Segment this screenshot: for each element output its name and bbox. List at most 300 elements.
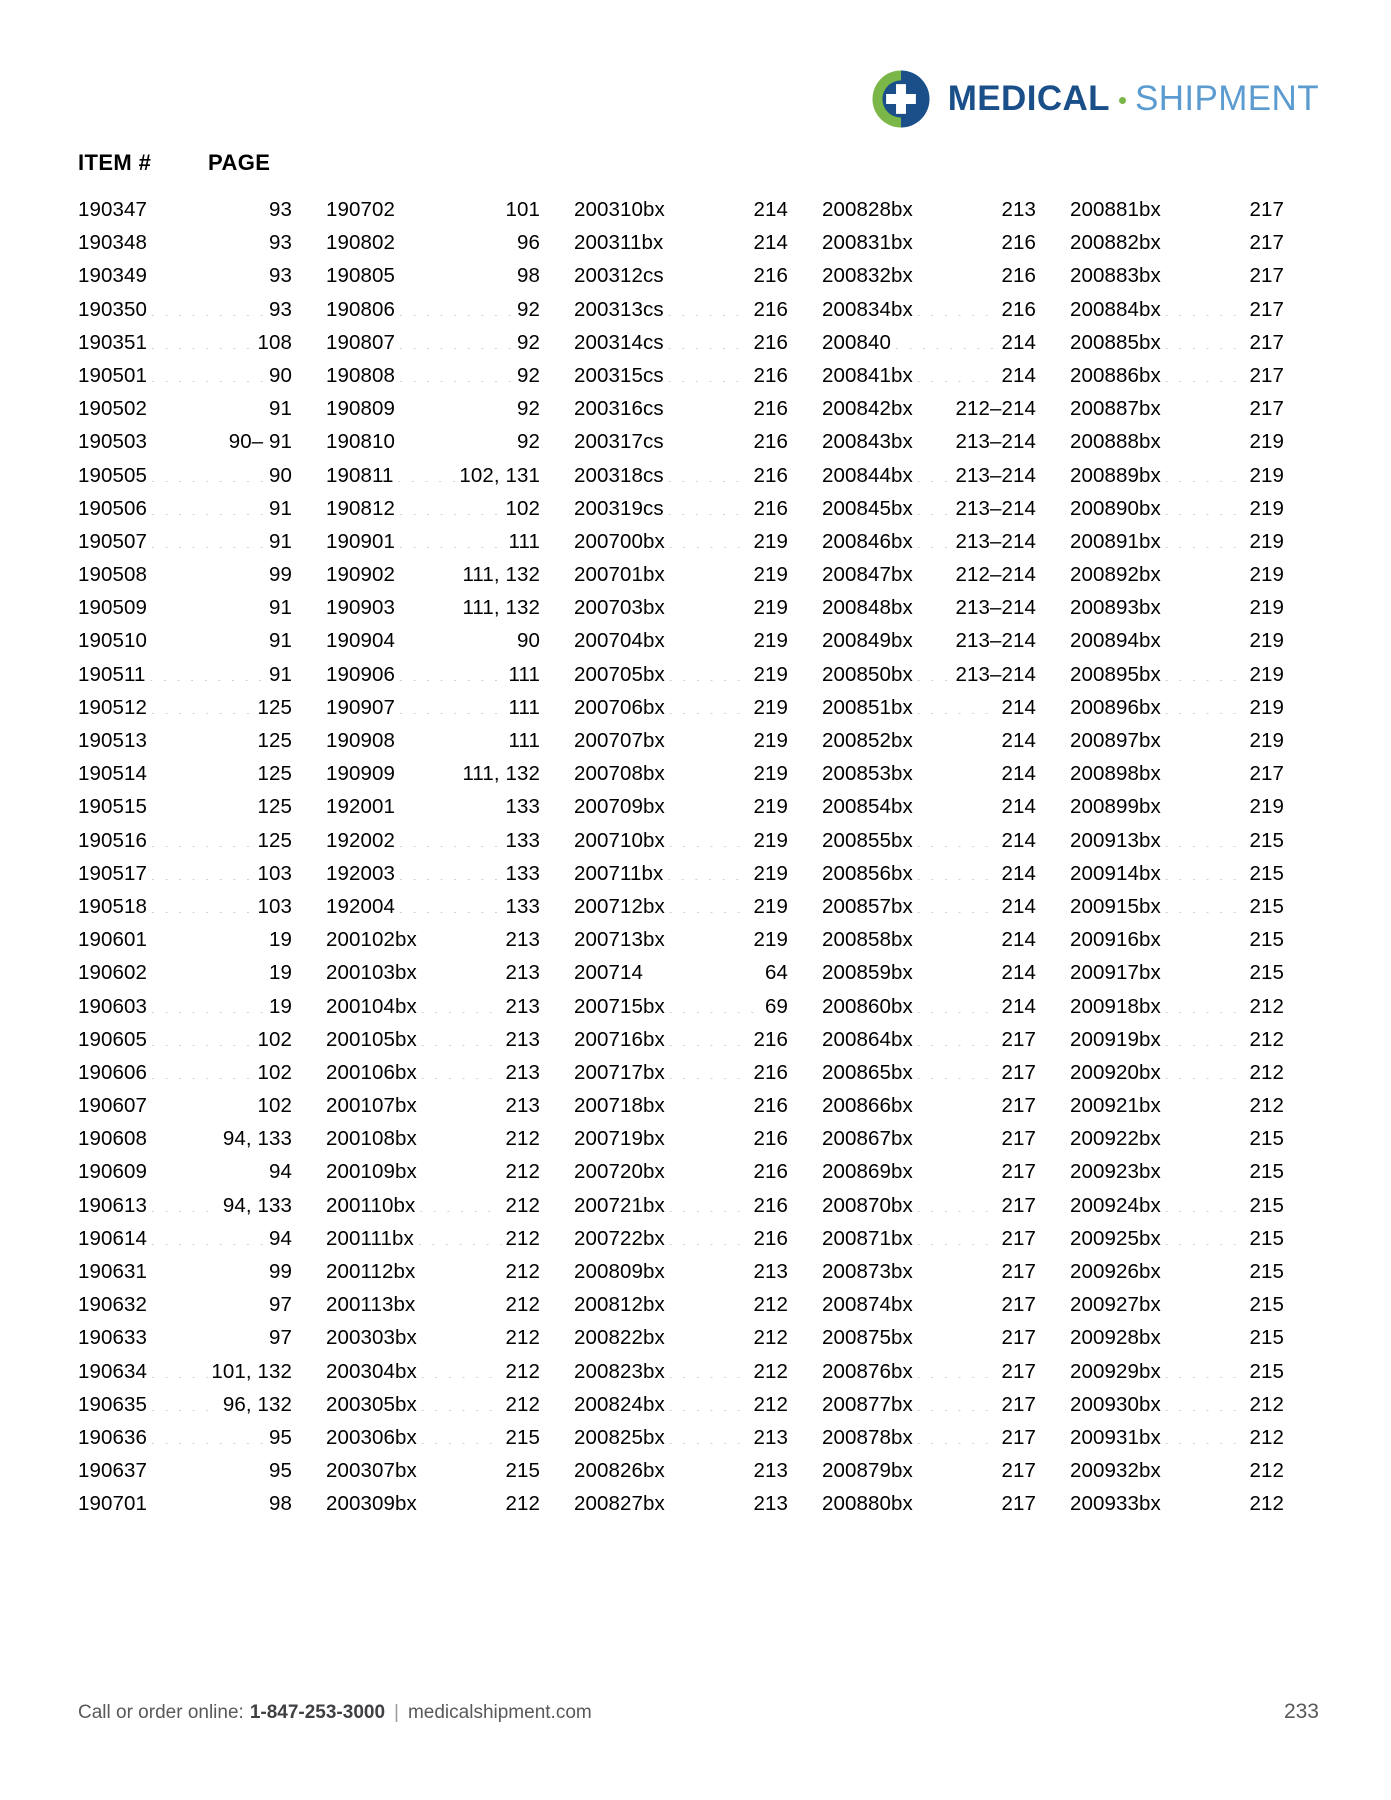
dot-leader [150, 859, 254, 880]
index-entry-row[interactable] [574, 1487, 822, 1520]
index-entry-row[interactable] [78, 326, 326, 359]
index-item-number: 200831bx [822, 231, 913, 255]
index-entry-row[interactable] [574, 591, 822, 624]
dot-leader [1164, 826, 1247, 847]
index-entry-row[interactable] [822, 1421, 1070, 1454]
index-entry-row[interactable] [326, 392, 574, 425]
index-entry-row[interactable] [78, 1222, 326, 1255]
index-entry-row[interactable] [822, 990, 1070, 1023]
index-entry-row[interactable] [822, 923, 1070, 956]
index-entry-row[interactable] [1070, 425, 1318, 458]
index-entry-row[interactable] [78, 1023, 326, 1056]
index-page-number: 214 [1001, 695, 1036, 719]
index-entry-row[interactable] [78, 558, 326, 591]
index-entry-row[interactable] [326, 1122, 574, 1155]
index-entry-row[interactable] [326, 1089, 574, 1122]
index-entry-row[interactable] [822, 1023, 1070, 1056]
index-entry-row[interactable] [574, 492, 822, 525]
index-page-number: 91 [268, 496, 292, 520]
index-entry-row[interactable] [326, 492, 574, 525]
index-entry-row[interactable] [1070, 956, 1318, 989]
index-entry-row[interactable] [78, 790, 326, 823]
index-entry-row[interactable] [326, 724, 574, 757]
index-entry-row[interactable] [78, 691, 326, 724]
index-page-number: 217 [1001, 1492, 1036, 1516]
index-entry-row[interactable] [822, 1388, 1070, 1421]
index-item-number: 200714 [574, 961, 644, 985]
dot-leader [150, 494, 266, 515]
index-page-number: 216 [753, 1226, 788, 1250]
index-entry-row[interactable] [1070, 1089, 1318, 1122]
index-page-number: 215 [1249, 1260, 1284, 1283]
dot-leader [916, 561, 953, 582]
index-entry-row[interactable] [1070, 1255, 1318, 1288]
index-entry-row[interactable] [78, 359, 326, 392]
index-entry-row[interactable] [574, 392, 822, 425]
index-item-number: 200112bx [326, 1260, 416, 1283]
dot-leader [1164, 1058, 1247, 1079]
index-entry-row[interactable] [1070, 724, 1318, 757]
dot-leader [667, 494, 751, 515]
index-item-number: 200875bx [822, 1326, 913, 1350]
index-entry-row[interactable] [574, 990, 822, 1023]
index-entry-row[interactable] [326, 359, 574, 392]
index-entry-row[interactable] [326, 1321, 574, 1354]
index-entry-row[interactable] [78, 492, 326, 525]
index-entry-row[interactable] [78, 1487, 326, 1520]
index-entry-row[interactable] [326, 226, 574, 259]
index-item-number: 200855bx [822, 828, 913, 852]
index-entry-row[interactable] [574, 359, 822, 392]
index-entry-row[interactable] [1070, 459, 1318, 492]
index-entry-row[interactable] [78, 658, 326, 691]
index-entry-row[interactable] [574, 1155, 822, 1188]
index-item-number: 200933bx [1070, 1492, 1161, 1516]
index-page-number: 96 [516, 231, 540, 255]
index-entry-row[interactable] [822, 757, 1070, 790]
index-entry-row[interactable] [1070, 691, 1318, 724]
index-entry-row[interactable] [822, 259, 1070, 292]
index-entry-row[interactable] [822, 1288, 1070, 1321]
index-page-number: 215 [1249, 1127, 1284, 1151]
index-entry-row[interactable] [326, 1454, 574, 1487]
index-entry-row[interactable] [1070, 1321, 1318, 1354]
index-item-number: 200312cs [574, 264, 664, 288]
index-entry-row[interactable] [78, 1454, 326, 1487]
index-entry-row[interactable] [822, 691, 1070, 724]
index-entry-row[interactable] [1070, 890, 1318, 923]
index-entry-row[interactable] [822, 193, 1070, 226]
index-item-number: 200889bx [1070, 463, 1161, 487]
index-entry-row[interactable] [822, 1321, 1070, 1354]
index-entry-row[interactable] [1070, 293, 1318, 326]
dot-leader [1164, 1258, 1247, 1279]
index-entry-row[interactable] [574, 1454, 822, 1487]
index-entry-row[interactable] [78, 459, 326, 492]
index-entry-row[interactable] [574, 658, 822, 691]
index-entry-row[interactable] [1070, 1155, 1318, 1188]
index-entry-row[interactable] [1070, 226, 1318, 259]
index-entry-row[interactable] [78, 293, 326, 326]
index-item-number: 190511 [78, 662, 146, 686]
dot-leader [420, 926, 503, 947]
index-page-number: 217 [1249, 264, 1284, 288]
index-entry-row[interactable] [78, 226, 326, 259]
index-entry-row[interactable] [78, 1122, 326, 1155]
index-entry-row[interactable] [326, 1355, 574, 1388]
index-entry-row[interactable] [574, 459, 822, 492]
index-entry-row[interactable] [822, 359, 1070, 392]
index-entry-row[interactable] [78, 757, 326, 790]
index-entry-row[interactable] [574, 890, 822, 923]
index-entry-row[interactable] [326, 193, 574, 226]
index-entry-row[interactable] [822, 956, 1070, 989]
index-entry-row[interactable] [574, 226, 822, 259]
index-entry-row[interactable] [822, 1122, 1070, 1155]
index-item-number: 200882bx [1070, 231, 1161, 255]
index-entry-row[interactable] [822, 293, 1070, 326]
index-page-number: 214 [753, 231, 788, 255]
dot-leader [916, 1423, 999, 1444]
index-item-number: 200113bx [326, 1293, 416, 1317]
index-page-number: 214 [1001, 961, 1036, 985]
index-entry-row[interactable] [78, 1189, 326, 1222]
index-entry-row[interactable] [1070, 857, 1318, 890]
index-entry-row[interactable] [822, 591, 1070, 624]
index-entry-row[interactable] [78, 824, 326, 857]
index-entry-row[interactable] [1070, 492, 1318, 525]
index-entry-row[interactable] [78, 525, 326, 558]
index-page-number: 217 [1001, 1425, 1036, 1449]
index-page-number: 219 [753, 529, 788, 553]
index-entry-row[interactable] [326, 1255, 574, 1288]
index-entry-row[interactable] [78, 1421, 326, 1454]
index-entry-row[interactable] [326, 824, 574, 857]
index-item-number: 190514 [78, 762, 148, 786]
index-entry-row[interactable] [326, 1388, 574, 1421]
index-page-number: 92 [516, 297, 540, 321]
index-entry-row[interactable] [574, 326, 822, 359]
index-entry-row[interactable] [822, 1222, 1070, 1255]
dot-leader [150, 727, 254, 748]
index-item-number: 200708bx [574, 762, 665, 786]
index-entry-row[interactable] [78, 193, 326, 226]
index-item-number: 200713bx [574, 928, 665, 952]
index-entry-row[interactable] [78, 1355, 326, 1388]
index-entry-row[interactable] [1070, 658, 1318, 691]
index-entry-row[interactable] [326, 1288, 574, 1321]
index-entry-row[interactable] [1070, 790, 1318, 823]
index-entry-row[interactable] [78, 923, 326, 956]
index-entry-row[interactable] [574, 293, 822, 326]
index-page-number: 219 [1249, 729, 1284, 752]
index-entry-row[interactable] [574, 558, 822, 591]
index-entry-row[interactable] [574, 1288, 822, 1321]
index-entry-row[interactable] [1070, 525, 1318, 558]
index-entry-row[interactable] [822, 724, 1070, 757]
dot-leader [916, 395, 953, 416]
index-entry-row[interactable] [574, 525, 822, 558]
index-page-number: 93 [268, 264, 292, 288]
index-entry-row[interactable] [78, 259, 326, 292]
index-item-number: 190502 [78, 397, 148, 421]
index-entry-row[interactable] [822, 425, 1070, 458]
index-entry-row[interactable] [574, 1321, 822, 1354]
index-page-number: 212 [1249, 994, 1284, 1018]
dot-leader [667, 328, 751, 349]
index-entry-row[interactable] [1070, 1023, 1318, 1056]
index-entry-row[interactable] [822, 459, 1070, 492]
index-entry-row[interactable] [78, 1388, 326, 1421]
index-entry-row[interactable] [822, 824, 1070, 857]
index-entry-row[interactable] [326, 591, 574, 624]
dot-leader [150, 1490, 266, 1511]
index-entry-row[interactable] [1070, 824, 1318, 857]
index-entry-row[interactable] [574, 956, 822, 989]
index-entry-row[interactable] [326, 459, 574, 492]
index-entry-row[interactable] [78, 1321, 326, 1354]
index-page-number: 102 [257, 1060, 292, 1084]
dot-leader [398, 328, 514, 349]
index-entry-row[interactable] [326, 1155, 574, 1188]
index-entry-row[interactable] [326, 857, 574, 890]
index-entry-row[interactable] [1070, 923, 1318, 956]
index-entry-row[interactable] [822, 226, 1070, 259]
index-entry-row[interactable] [574, 193, 822, 226]
index-entry-row[interactable] [326, 558, 574, 591]
header-page: PAGE [208, 150, 271, 175]
index-item-number: 190907 [326, 695, 396, 719]
index-entry-row[interactable] [326, 658, 574, 691]
index-page-number: 219 [1249, 430, 1284, 454]
index-entry-row[interactable] [326, 990, 574, 1023]
index-entry-row[interactable] [822, 492, 1070, 525]
index-entry-row[interactable] [1070, 1222, 1318, 1255]
index-page-number: 102 [505, 496, 540, 520]
index-page-number: 219 [753, 795, 788, 819]
index-entry-row[interactable] [326, 790, 574, 823]
index-entry-row[interactable] [574, 1023, 822, 1056]
dot-leader [916, 1357, 999, 1378]
index-entry-row[interactable] [822, 790, 1070, 823]
index-entry-row[interactable] [574, 1056, 822, 1089]
index-entry-row[interactable] [822, 392, 1070, 425]
index-entry-row[interactable] [78, 1089, 326, 1122]
index-entry-row[interactable] [326, 425, 574, 458]
index-entry-row[interactable] [574, 923, 822, 956]
index-entry-row[interactable] [1070, 359, 1318, 392]
index-entry-row[interactable] [574, 1222, 822, 1255]
index-entry-row[interactable] [574, 724, 822, 757]
index-entry-row[interactable] [326, 1487, 574, 1520]
index-entry-row[interactable] [822, 658, 1070, 691]
index-entry-row[interactable] [822, 1056, 1070, 1089]
index-page-number: 103 [257, 861, 292, 885]
dot-leader [916, 295, 999, 316]
index-item-number: 190810 [326, 430, 396, 454]
index-entry-row[interactable] [574, 1388, 822, 1421]
index-entry-row[interactable] [78, 857, 326, 890]
index-item-number: 200850bx [822, 662, 913, 686]
index-entry-row[interactable] [574, 824, 822, 857]
index-entry-row[interactable] [822, 1155, 1070, 1188]
index-page-number: 216 [753, 264, 788, 288]
index-entry-row[interactable] [326, 326, 574, 359]
dot-leader [1164, 793, 1247, 814]
footer-website-link[interactable]: medicalshipment.com [407, 1702, 592, 1723]
index-entry-row[interactable] [78, 591, 326, 624]
index-entry-row[interactable] [574, 1355, 822, 1388]
index-entry-row[interactable] [1070, 193, 1318, 226]
index-item-number: 200109bx [326, 1160, 417, 1184]
dot-leader [668, 992, 762, 1013]
index-item-number: 200812bx [574, 1293, 665, 1317]
index-item-number: 200916bx [1070, 928, 1161, 952]
index-entry-row[interactable] [1070, 1288, 1318, 1321]
index-page-number: 213 [753, 1260, 788, 1283]
index-item-number: 200847bx [822, 563, 913, 587]
index-entry-row[interactable] [78, 890, 326, 923]
index-entry-row[interactable] [1070, 757, 1318, 790]
index-entry-row[interactable] [78, 1056, 326, 1089]
index-entry-row[interactable] [326, 259, 574, 292]
index-entry-row[interactable] [574, 857, 822, 890]
index-entry-row[interactable] [326, 923, 574, 956]
index-entry-row[interactable] [574, 624, 822, 657]
index-item-number: 200111bx [326, 1226, 414, 1250]
index-entry-row[interactable] [1070, 1122, 1318, 1155]
dot-leader [916, 727, 999, 748]
index-item-number: 200877bx [822, 1392, 913, 1416]
index-entry-row[interactable] [822, 1355, 1070, 1388]
index-page-number: 213–214 [955, 629, 1036, 653]
index-item-number: 200701bx [574, 563, 665, 587]
index-entry-row[interactable] [822, 1189, 1070, 1222]
index-item-number: 200926bx [1070, 1260, 1161, 1283]
index-page-number: 212–214 [955, 397, 1036, 421]
index-entry-row[interactable] [574, 1189, 822, 1222]
index-entry-row[interactable] [78, 425, 326, 458]
index-entry-row[interactable] [574, 757, 822, 790]
index-page-number: 217 [1001, 1193, 1036, 1217]
dot-leader [1164, 262, 1247, 283]
index-entry-row[interactable] [326, 890, 574, 923]
index-entry-row[interactable] [1070, 1454, 1318, 1487]
index-entry-row[interactable] [1070, 1056, 1318, 1089]
index-entry-row[interactable] [822, 890, 1070, 923]
index-entry-row[interactable] [822, 857, 1070, 890]
index-item-number: 200874bx [822, 1293, 913, 1317]
index-item-number: 200896bx [1070, 695, 1161, 719]
index-entry-row[interactable] [574, 1421, 822, 1454]
dot-leader [150, 594, 266, 615]
index-entry-row[interactable] [326, 624, 574, 657]
index-entry-row[interactable] [326, 293, 574, 326]
index-entry-row[interactable] [78, 956, 326, 989]
index-column [326, 193, 574, 1521]
index-column [574, 193, 822, 1521]
index-entry-row[interactable] [574, 425, 822, 458]
index-entry-row[interactable] [326, 757, 574, 790]
index-entry-row[interactable] [822, 1089, 1070, 1122]
index-page-number: 125 [257, 828, 292, 852]
dot-leader [418, 1291, 502, 1312]
dot-leader [1164, 395, 1247, 416]
index-entry-row[interactable] [326, 956, 574, 989]
index-entry-row[interactable] [574, 790, 822, 823]
index-entry-row[interactable] [822, 1454, 1070, 1487]
index-entry-row[interactable] [822, 558, 1070, 591]
index-entry-row[interactable] [326, 1222, 574, 1255]
index-entry-row[interactable] [78, 392, 326, 425]
index-entry-row[interactable] [1070, 1421, 1318, 1454]
index-entry-row[interactable] [1070, 259, 1318, 292]
index-entry-row[interactable] [822, 326, 1070, 359]
index-entry-row[interactable] [1070, 591, 1318, 624]
index-entry-row[interactable] [1070, 1487, 1318, 1520]
index-entry-row[interactable] [326, 1189, 574, 1222]
index-page-number: 111, 132 [462, 596, 540, 620]
index-entry-row[interactable] [822, 525, 1070, 558]
index-page-number: 19 [268, 961, 292, 985]
index-entry-row[interactable] [822, 1255, 1070, 1288]
index-entry-row[interactable] [326, 1056, 574, 1089]
footer-phone-number[interactable]: 1-847-253-3000 [249, 1702, 386, 1723]
index-entry-row[interactable] [822, 1487, 1070, 1520]
index-entry-row[interactable] [326, 525, 574, 558]
index-entry-row[interactable] [1070, 326, 1318, 359]
dot-leader [150, 926, 266, 947]
index-entry-row[interactable] [574, 1122, 822, 1155]
dot-leader [1164, 926, 1247, 947]
index-entry-row[interactable] [326, 691, 574, 724]
index-entry-row[interactable] [1070, 558, 1318, 591]
index-entry-row[interactable] [1070, 1355, 1318, 1388]
dot-leader [150, 527, 266, 548]
dot-leader [916, 1291, 999, 1312]
index-entry-row[interactable] [822, 624, 1070, 657]
dot-leader [1164, 1423, 1247, 1444]
index-entry-row[interactable] [78, 990, 326, 1023]
index-item-number: 200894bx [1070, 629, 1161, 653]
index-entry-row[interactable] [78, 1288, 326, 1321]
index-entry-row[interactable] [574, 259, 822, 292]
index-item-number: 190613 [78, 1193, 148, 1217]
index-entry-row[interactable] [1070, 990, 1318, 1023]
index-page-number: 219 [753, 629, 788, 653]
index-page-number: 99 [268, 1260, 292, 1283]
index-item-number: 200704bx [574, 629, 665, 653]
index-entry-row[interactable] [1070, 1388, 1318, 1421]
index-entry-row[interactable] [574, 691, 822, 724]
index-entry-row[interactable] [78, 1255, 326, 1288]
index-item-number: 200703bx [574, 596, 665, 620]
index-entry-row[interactable] [326, 1023, 574, 1056]
index-entry-row[interactable] [78, 1155, 326, 1188]
index-entry-row[interactable] [1070, 624, 1318, 657]
index-item-number: 200105bx [326, 1027, 417, 1051]
dot-leader [1164, 1158, 1247, 1179]
index-entry-row[interactable] [574, 1089, 822, 1122]
index-item-number: 190906 [326, 662, 396, 686]
dot-leader [668, 1191, 751, 1212]
index-entry-row[interactable] [1070, 1189, 1318, 1222]
index-entry-row[interactable] [78, 724, 326, 757]
index-entry-row[interactable] [574, 1255, 822, 1288]
index-entry-row[interactable] [78, 624, 326, 657]
index-entry-row[interactable] [1070, 392, 1318, 425]
index-entry-row[interactable] [326, 1421, 574, 1454]
